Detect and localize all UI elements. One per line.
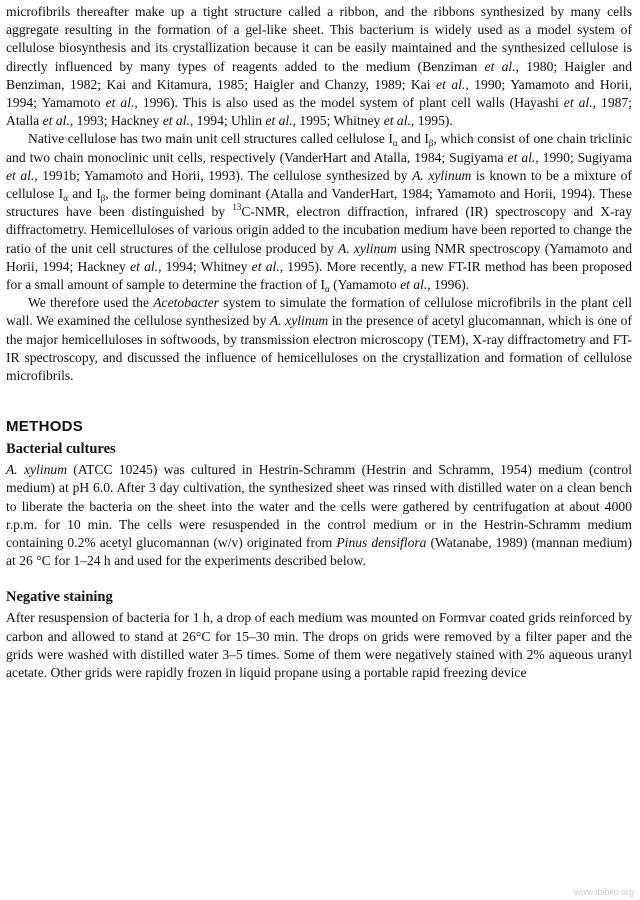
body-paragraph: microfibrils thereafter make up a tight structure called a ribbon, and the ribbons synthesized by many cells aggregate resulting in the formation of a gel-like sheet. This bacterium is widely used as a model system of cellulose biosynthesis and its crystallization because it can be easily maintained and the synthesized cellulose is directly influenced by many types of reagents added to the medium (Benziman et al., 1980; Haigler and Benziman, 1982; Kai and Kitamura, 1985; Haigler and Chanzy, 1989; Kai et al., 1990; Yamamoto and Horii, 1994; Yamamoto et al., 1996). This is also used as the model system of plant cell walls (Hayashi et al., 1987; Atalla et al., 1993; Hackney et al., 1994; Uhlin et al., 1995; Whitney et al., 1995).	[6, 4, 633, 129]
subsection-heading: Bacterial cultures	[6, 441, 116, 458]
body-paragraph: After resuspension of bacteria for 1 h, a drop of each medium was mounted on Formvar coated grids reinforced by carbon and allowed to stand at 26°C for 15–30 min. The drops on grids were removed by a filter paper and the grids were washed with distilled water 3–5 times. Some of them were negatively stained with 2% aqueous uranyl acetate. Other grids were rapidly frozen in liquid propane using a portable rapid freezing device	[6, 610, 632, 681]
body-paragraph: Native cellulose has two main unit cell structures called cellulose $I_\alpha$ and $I_\beta$, which consist of one chain triclinic and two chain monoclinic unit cells, respectively (VanderHart and Atalla, 1984; Sugiyama et al., 1990; Sugiyama et al., 1991b; Yamamoto and Horii, 1993). The cellulose synthesized by A. xylinum is known to be a mixture of cellulose $I_\alpha$ and $I_\beta$, the former being dominant (Atalla and VanderHart, 1984; Yamamoto and Horii, 1994). These structures have been distinguished by $^{13}$C-NMR, electron diffraction, infrared (IR) spectroscopy and X-ray diffractometry. Hemicelluloses of various origin added to the incubation medium have been reported to change the ratio of the unit cell structures of the cellulose produced by A. xylinum using NMR spectroscopy (Yamamoto and Horii, 1994; Hackney et al., 1994; Whitney et al., 1995). More recently, a new FT-IR method has been proposed for a small amount of sample to determine the fraction of $I_\alpha$ (Yamamoto et al., 1996).	[6, 131, 633, 295]
watermark: www.ibiblio.org	[573, 887, 634, 897]
body-paragraph: A. xylinum (ATCC 10245) was cultured in Hestrin-Schramm (Hestrin and Schramm, 1954) medium (control medium) at pH 6.0. After 3 day cultivation, the synthesized sheet was rinsed with distilled water on a clean bench to liberate the bacteria on the sheet into the water and the cells were gathered by centrifugation at about 4000 r.p.m. for 10 min. The cells were resuspended in the control medium or in the Hestrin-Schramm medium containing 0.2% acetyl glucomannan (w/v) originated from Pinus densiflora (Watanabe, 1989) (mannan medium) at 26 °C for 1–24 h and used for the experiments described below.	[6, 462, 633, 569]
document-page	[6, 3, 632, 682]
body-paragraph: We therefore used the Acetobacter system to simulate the formation of cellulose microfibrils in the plant cell wall. We examined the cellulose synthesized by A. xylinum in the presence of acetyl glucomannan, which is one of the major hemicelluloses in softwoods, by transmission electron microscopy (TEM), X-ray diffractometry and FT-IR spectroscopy, and discussed the influence of hemicelluloses on the crystallization and formation of cellulose microfibrils.	[6, 295, 633, 384]
section-heading: METHODS	[6, 418, 84, 436]
subsection-heading: Negative staining	[6, 589, 113, 606]
